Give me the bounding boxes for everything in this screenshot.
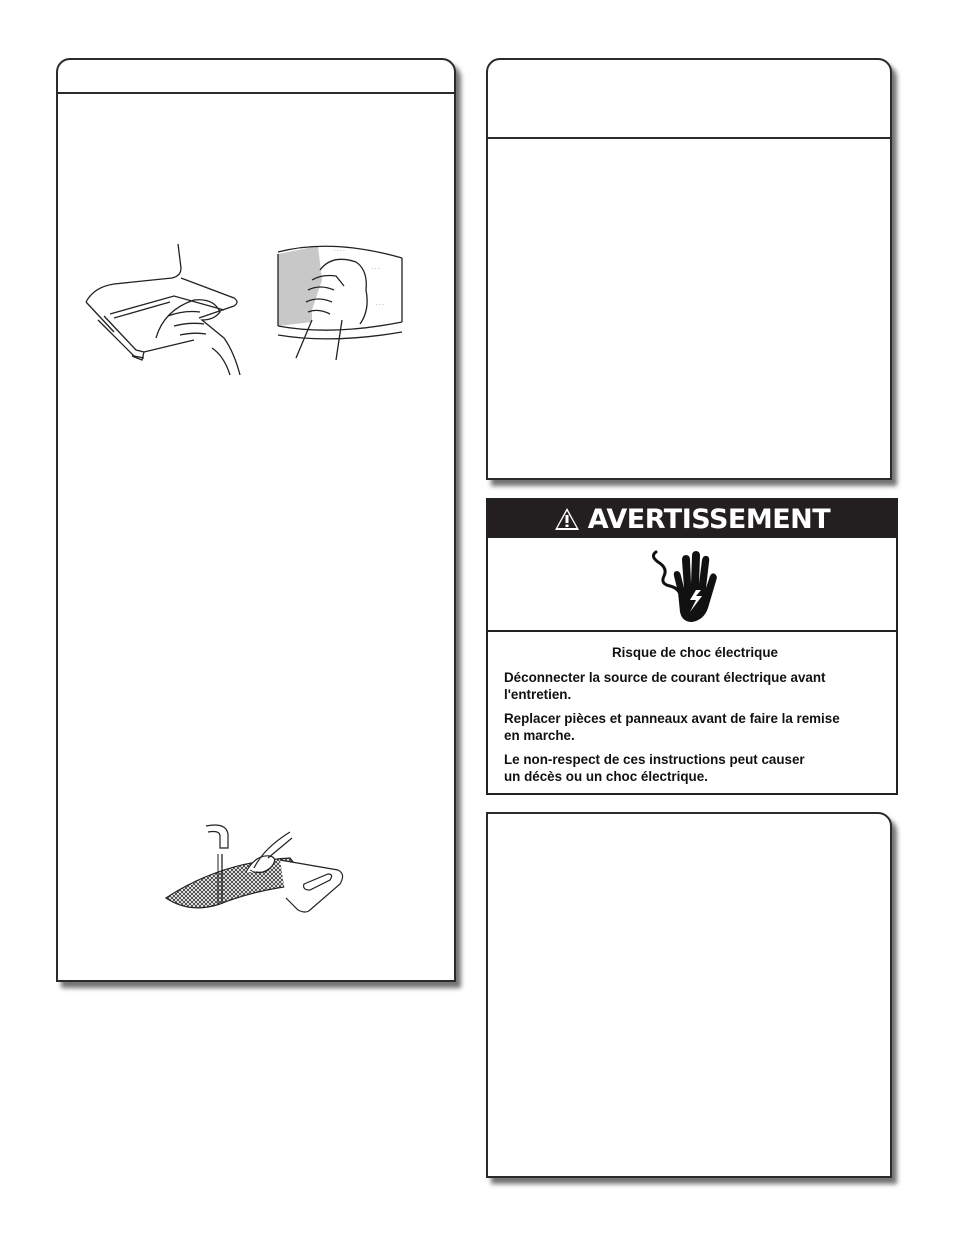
dryer-drum-wipe-hand-icon (272, 240, 412, 365)
warning-paragraph-1 (504, 669, 886, 703)
right-bottom-panel (486, 812, 892, 1178)
lint-screen-rinse-icon (160, 818, 350, 923)
warning-header (488, 500, 896, 538)
warning-paragraph-2-line-1: Replacer pièces et panneaux avant de faire la remise (504, 711, 840, 726)
svg-text:· · · ·: · · · · (334, 248, 345, 254)
warning-text (504, 644, 886, 792)
warning-box (486, 498, 898, 795)
warning-paragraph-2-line-2: en marche. (504, 728, 575, 743)
svg-text:· · ·: · · · (372, 266, 380, 272)
warning-paragraph-3 (504, 751, 886, 785)
warning-title: AVERTISSEMENT (587, 503, 831, 535)
lint-screen-cleaning-hand-icon (84, 240, 254, 380)
left-panel-header (58, 60, 454, 94)
warning-subtitle: Risque de choc électrique (612, 645, 778, 660)
warning-paragraph-3-line-2: un décès ou un choc électrique. (504, 769, 708, 784)
right-top-panel-header (488, 60, 890, 139)
electric-shock-hand-icon (646, 546, 726, 626)
warning-paragraph-1-line-1: Déconnecter la source de courant électrique avant (504, 670, 826, 685)
warning-triangle-icon (554, 507, 580, 531)
svg-text:· · ·: · · · (376, 302, 384, 308)
warning-paragraph-3-line-1: Le non-respect de ces instructions peut causer (504, 752, 805, 767)
right-top-panel (486, 58, 892, 480)
warning-paragraph-1-line-2: l'entretien. (504, 687, 572, 702)
warning-paragraph-2 (504, 710, 886, 744)
